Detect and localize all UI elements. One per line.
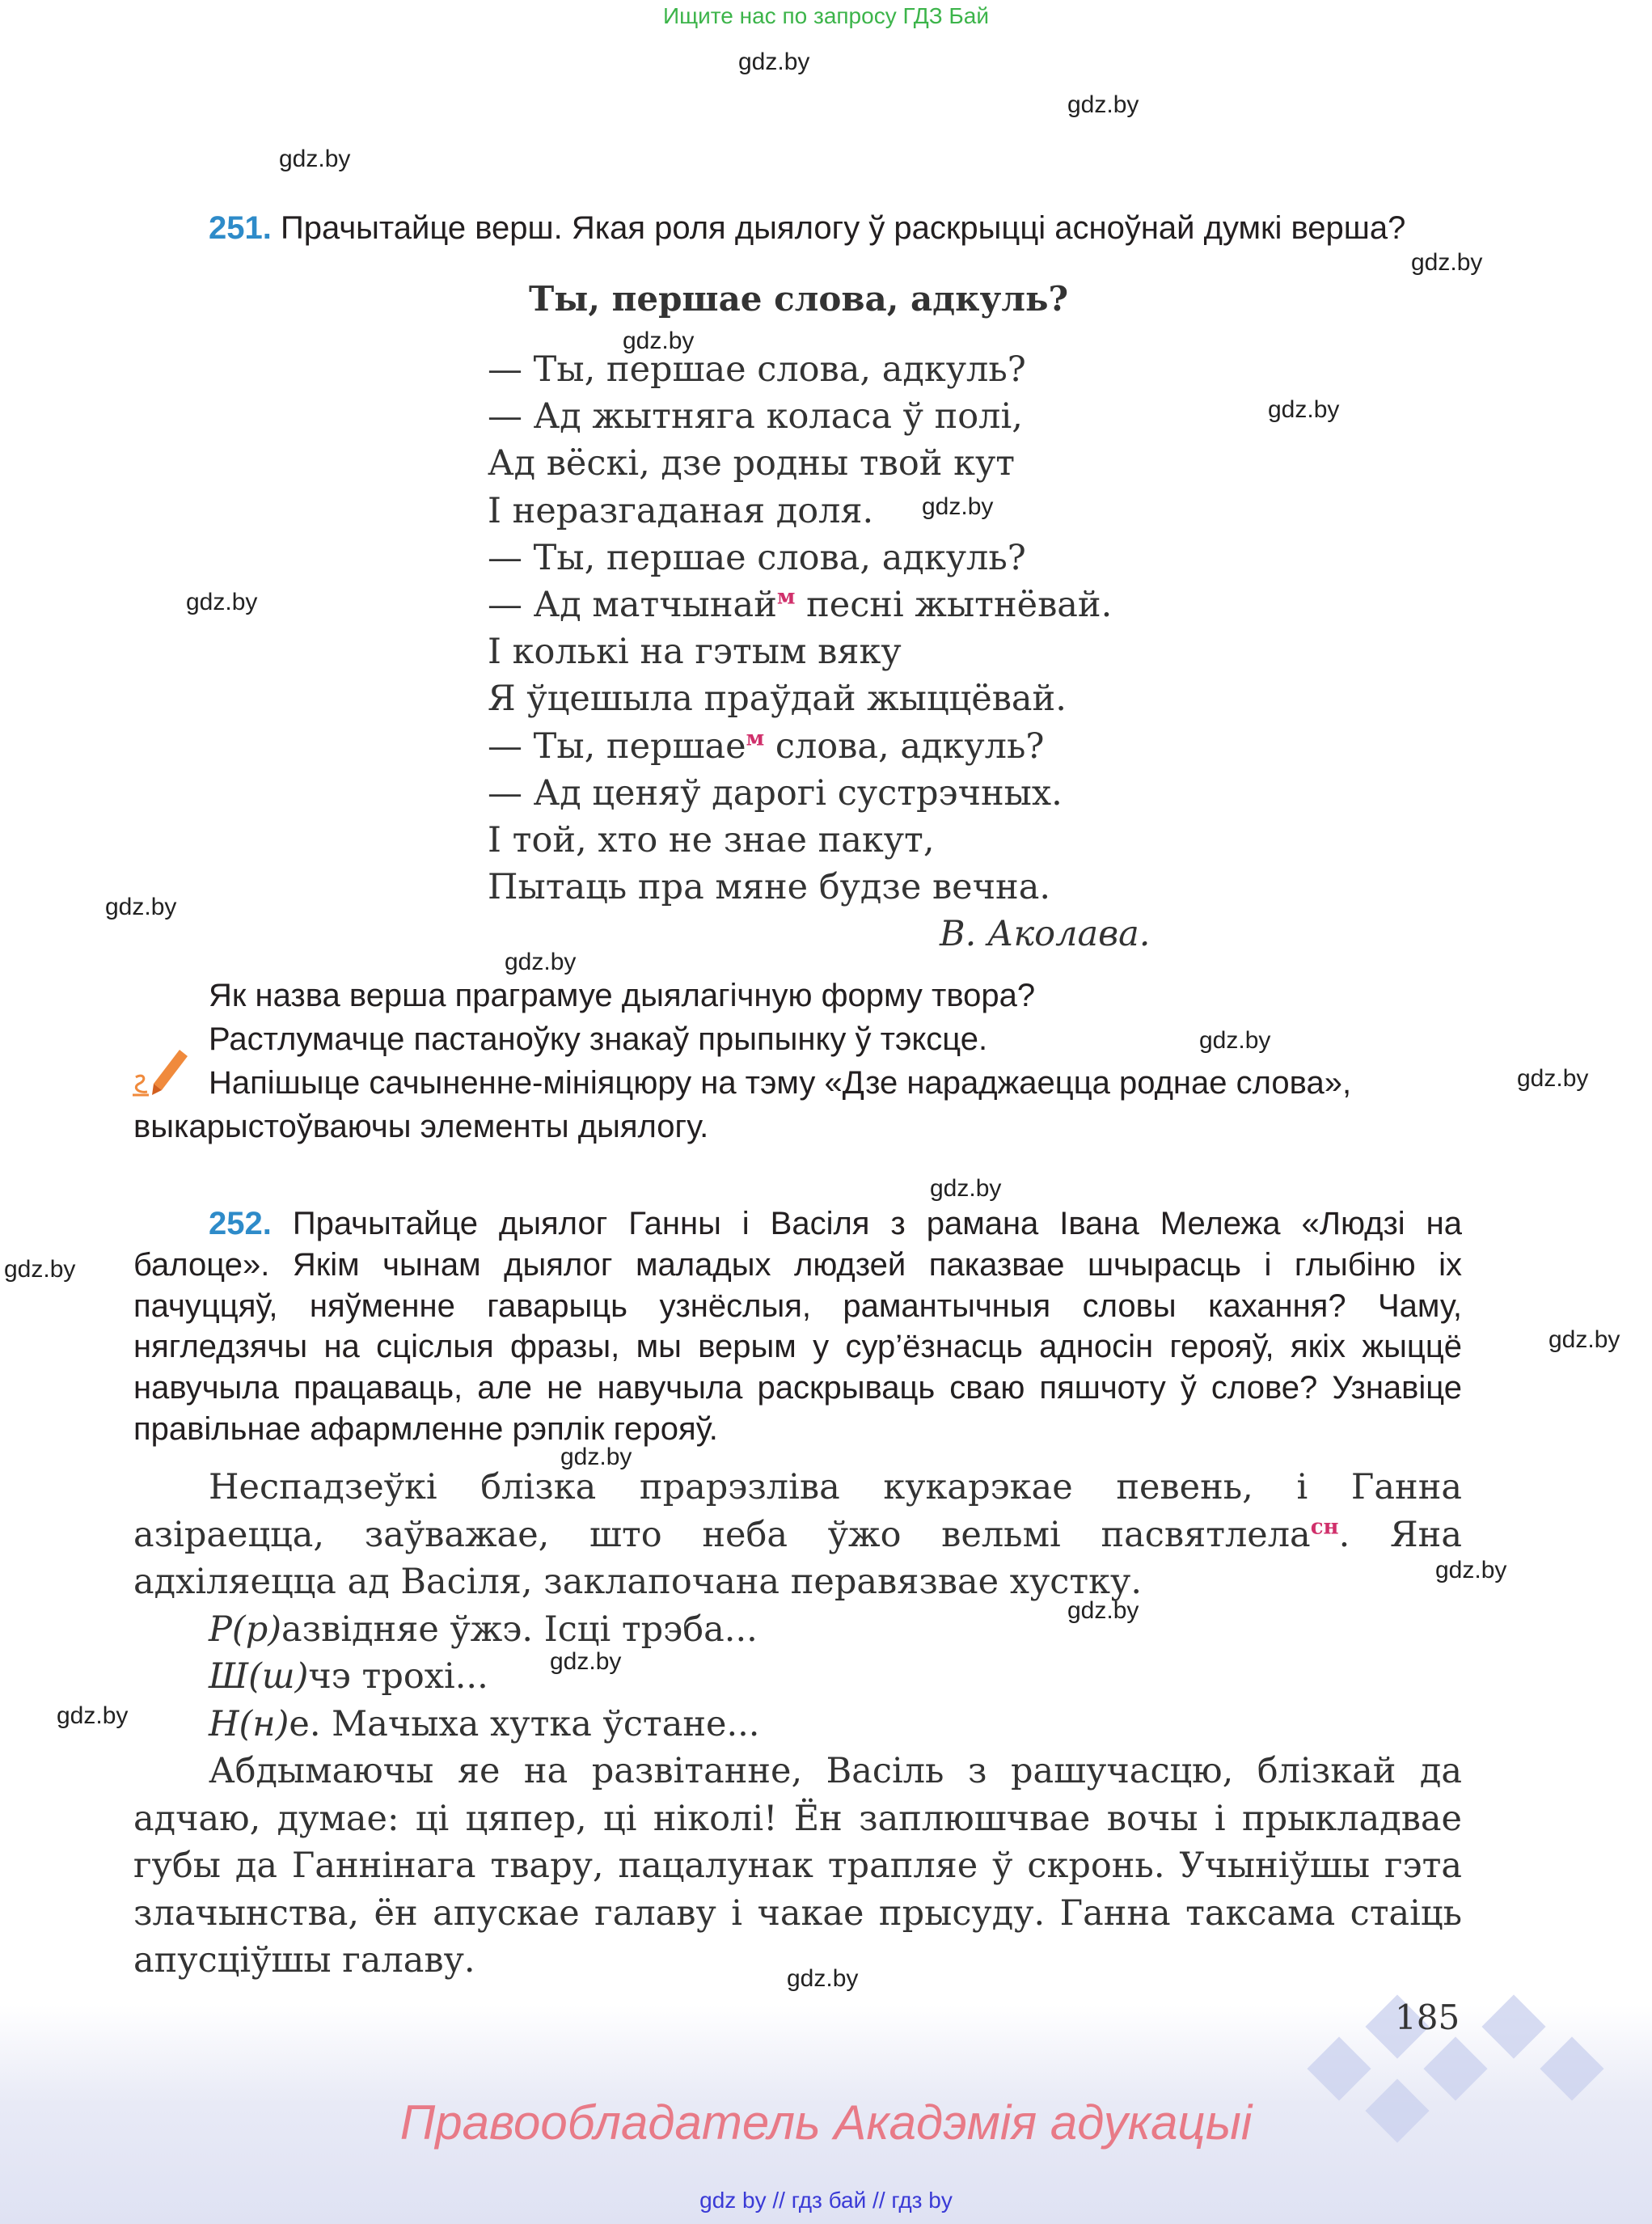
story-text: Неспадзеўкі блізка прарэзліва кукарэкае певень, і Ганна азіраецца, заўважае, што неба ўжо вельмі пасвятлела [133, 1467, 1462, 1555]
poem-line: — Ад жытняга коласа ў полі, [488, 396, 1023, 438]
page-number: 185 [1395, 1998, 1460, 2037]
watermark: gdz.by [1435, 1557, 1507, 1583]
poem-line: І колькі на гэтым вяку [488, 632, 902, 673]
reply-text: е. Мачыха хутка ўстане... [289, 1703, 760, 1744]
task-252-prompt [133, 1203, 1462, 1450]
watermark: gdz.by [550, 1648, 622, 1675]
top-banner: Ищите нас по запросу ГДЗ Бай [662, 3, 990, 28]
watermark: gdz.by [4, 1256, 76, 1283]
poem-line-part: песні жытнёвай. [795, 585, 1113, 626]
watermark: gdz.by [1199, 1027, 1271, 1054]
task-text: Прачытайце дыялог Ганны і Васіля з рамана Івана Мележа «Людзі на балоце». Якім чынам дыялог маладых людзей паказвае шчырасць і глыбіню іх пачуццяў, няўменне гаварыць узнёслыя, рамантычныя словы кахання? Чаму, нягледзячы на сціслыя фразы, мы верым у сур’ёзнасць адносін герояў, якіх жыццё навучыла працаваць, але не навучыла раскрываць сваю пяшчоту ў слове? Узнавіце правільнае афармленне рэплік герояў. [133, 1206, 1462, 1447]
footnote-marker: сн [1310, 1515, 1339, 1540]
watermark: gdz.by [1067, 1597, 1139, 1624]
poem-line: — Ты, першае слова, адкуль? [488, 537, 1026, 578]
watermark: gdz.by [738, 49, 810, 75]
pen-icon [129, 1045, 192, 1101]
task-251-prompt [209, 208, 1462, 249]
poem-body [488, 346, 1112, 911]
poem-line [488, 581, 1112, 628]
story-paragraph: Абдымаючы яе на развітанне, Васіль з рашучасцю, блізкай да адчаю, думае: ці цяпер, ці ніколі! Ён заплюшчвае вочы і прыкладвае губы да Ганнінага твару, пацалунак трапляе ў скронь. Учыніўшы гэта злачынства, ён апускае галаву і чакае прысуду. Ганна таксама стаіць апусціўшы галаву. [133, 1751, 1462, 1981]
watermark: gdz.by [1517, 1065, 1589, 1092]
watermark: gdz.by [57, 1702, 129, 1729]
watermark: gdz.by [1548, 1326, 1620, 1353]
watermark: gdz.by [186, 589, 258, 615]
watermark: gdz.by [505, 949, 577, 975]
reply-text: азвідняе ўжэ. Ісці трэба... [281, 1609, 758, 1650]
dialogue-reply [133, 1653, 1462, 1701]
story-excerpt [133, 1464, 1462, 1985]
poem-line: Пытаць пра мяне будзе вечна. [488, 867, 1050, 908]
watermark: gdz.by [623, 328, 695, 354]
poem-line-part: слова, адкуль? [764, 725, 1045, 767]
rights-holder: Правообладатель Акадэмія адукацыі [399, 2095, 1253, 2150]
task-number: 252. [209, 1206, 272, 1241]
question-3-cont: выкарыстоўваючы элементы дыялогу. [133, 1109, 709, 1144]
watermark: gdz.by [105, 894, 177, 920]
story-paragraph [133, 1464, 1462, 1606]
task-number: 251. [209, 210, 272, 246]
poem-title: Ты, першае слова, адкуль? [529, 279, 1069, 319]
watermark: gdz.by [787, 1965, 859, 1992]
reply-marker: Р(р) [209, 1609, 282, 1650]
reply-text: чэ трохі... [308, 1656, 488, 1697]
footnote-marker: м [776, 585, 796, 610]
watermark: gdz.by [279, 146, 351, 172]
poem-line [488, 723, 1112, 770]
poem-line-part: — Ад матчынай [488, 585, 777, 626]
poem-line-part: — Ты, першае [488, 725, 746, 767]
poem-line: І той, хто не знае пакут, [488, 820, 935, 861]
poem-line: Я ўцешыла праўдай жыццёвай. [488, 679, 1067, 720]
poem-line: — Ты, першае слова, адкуль? [488, 349, 1026, 390]
watermark: gdz.by [560, 1444, 632, 1470]
watermark: gdz.by [1067, 91, 1139, 118]
watermark: gdz.by [1411, 249, 1483, 276]
poem-line: Ад вёскі, дзе родны твой кут [488, 443, 1016, 484]
dialogue-reply [133, 1701, 1462, 1748]
poem-author: В. Аколава. [940, 914, 1151, 954]
poem-line: — Ад ценяў дарогі сустрэчных. [488, 772, 1063, 814]
poem-line: І неразгаданая доля. [488, 490, 874, 531]
dialogue-reply [133, 1606, 1462, 1654]
footnote-marker: м [746, 726, 765, 751]
story-text: . Яна адхіляецца ад Васіля, заклапочана перавязвае хустку. [133, 1514, 1462, 1602]
question-3: Напішыце сачыненне-мініяцюру на тэму «Дзе нараджаецца роднае слова», [209, 1065, 1352, 1101]
question-1: Як назва верша праграмуе дыялагічную форму твора? [209, 978, 1036, 1013]
reply-marker: Ш(ш) [209, 1656, 309, 1697]
bottom-links[interactable]: gdz by // гдз бай // гдз by [699, 2188, 953, 2213]
watermark: gdz.by [922, 493, 994, 520]
watermark: gdz.by [1268, 396, 1340, 423]
task-text: Прачытайце верш. Якая роля дыялогу ў раскрыцці асноўнай думкі верша? [271, 210, 1406, 246]
watermark: gdz.by [930, 1175, 1002, 1202]
question-2: Растлумачце пастаноўку знакаў прыпынку ў тэксце. [209, 1021, 988, 1057]
reply-marker: Н(н) [209, 1703, 289, 1744]
